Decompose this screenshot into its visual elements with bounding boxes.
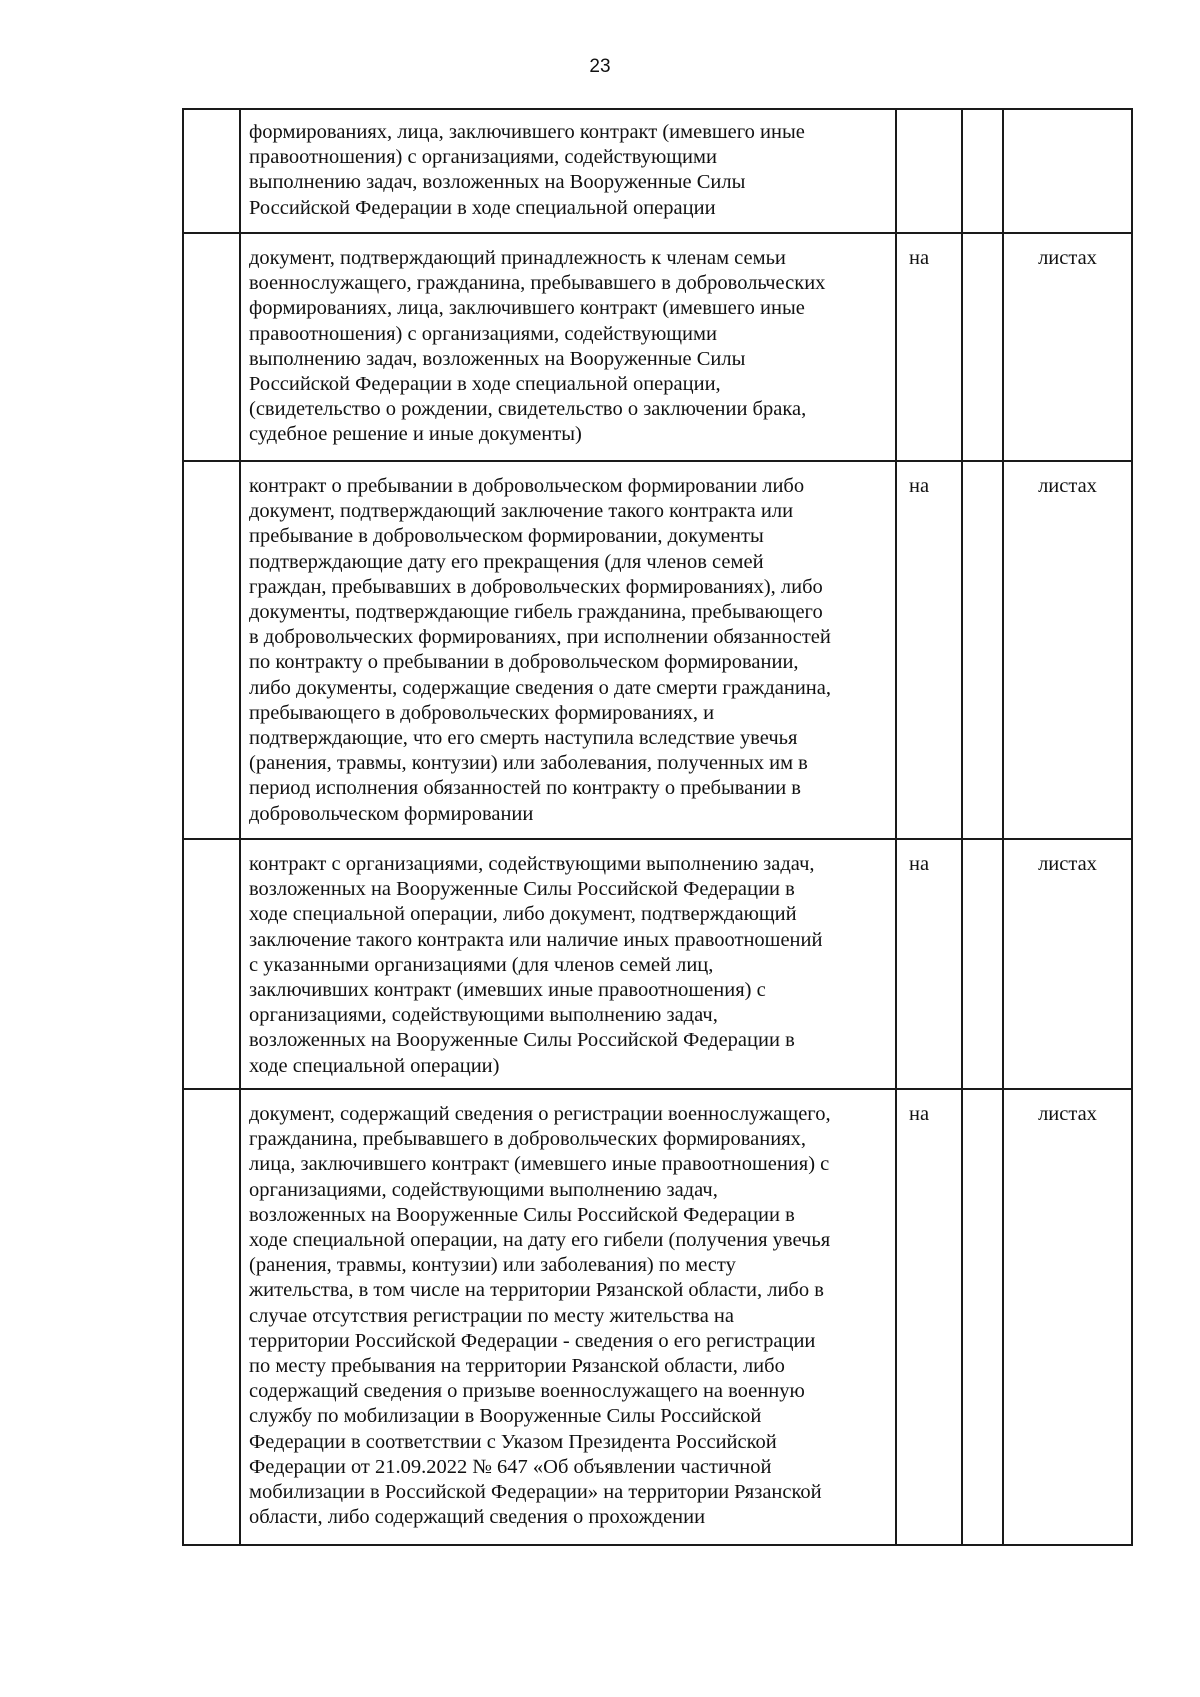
document-description-cell: [240, 461, 896, 839]
sheets-unit-cell: листах: [1003, 1089, 1132, 1545]
row-number-cell: [183, 109, 240, 233]
description-line: судебное решение и иные документы): [249, 423, 582, 446]
description-line: ходе специальной операции, либо документ, подтверждающий: [249, 903, 797, 926]
row-number-cell: [183, 233, 240, 461]
description-line: Федерации в соответствии с Указом Президента Российской: [249, 1430, 777, 1453]
description-line: лица, заключившего контракт (имевшего иные правоотношения) с: [249, 1153, 830, 1176]
document-description-cell: [240, 233, 896, 461]
description-line: военнослужащего, гражданина, пребывавшего в добровольческих: [249, 272, 826, 295]
description-line: организациями, содействующими выполнению задач,: [249, 1004, 718, 1027]
description-line: подтверждающие, что его смерть наступила вследствие увечья: [249, 727, 798, 750]
description-line: мобилизации в Российской Федерации» на территории Рязанской: [249, 1481, 822, 1504]
description-line: службу по мобилизации в Вооруженные Силы Российской: [249, 1405, 762, 1428]
description-line: документ, подтверждающий принадлежность к членам семьи: [249, 247, 786, 269]
description-line: (ранения, травмы, контузии) или заболевания) по месту: [249, 1254, 736, 1277]
sheets-unit-cell: [1003, 109, 1132, 233]
description-line: Федерации от 21.09.2022 № 647 «Об объявлении частичной: [249, 1455, 772, 1478]
na-cell: [896, 109, 962, 233]
description-line: (ранения, травмы, контузии) или заболевания, полученных им в: [249, 752, 808, 775]
row-number-cell: [183, 461, 240, 839]
table-row: [183, 109, 1132, 233]
description-line: контракт о пребывании в добровольческом формировании либо: [249, 475, 805, 497]
sheet-count-cell: [962, 233, 1003, 461]
description-line: документы, подтверждающие гибель гражданина, пребывающего: [249, 601, 823, 624]
documents-table: [182, 108, 1133, 1546]
description-line: формированиях, лица, заключившего контракт (имевшего иные: [249, 121, 805, 143]
description-line: с указанными организациями (для членов семей лиц,: [249, 953, 714, 976]
sheets-unit-cell: листах: [1003, 233, 1132, 461]
na-cell: на: [896, 233, 962, 461]
sheets-unit-cell: листах: [1003, 461, 1132, 839]
description-line: добровольческом формировании: [249, 802, 534, 825]
description-line: организациями, содействующими выполнению задач,: [249, 1178, 718, 1201]
row-number-cell: [183, 839, 240, 1089]
description-line: период исполнения обязанностей по контракту о пребывании в: [249, 777, 801, 800]
table-row: [183, 233, 1132, 461]
description-line: возложенных на Вооруженные Силы Российской Федерации в: [249, 878, 795, 901]
description-line: заключивших контракт (имевших иные правоотношения) с: [249, 979, 766, 1002]
description-line: правоотношения) с организациями, содействующими: [249, 146, 717, 169]
sheet-count-cell: [962, 1089, 1003, 1545]
description-line: гражданина, пребывавшего в добровольческих формированиях,: [249, 1128, 807, 1151]
sheet-count-cell: [962, 839, 1003, 1089]
description-line: по месту пребывания на территории Рязанской области, либо: [249, 1355, 785, 1378]
row-number-cell: [183, 1089, 240, 1545]
table-row: [183, 461, 1132, 839]
description-line: граждан, пребывавших в добровольческих формированиях), либо: [249, 575, 823, 598]
description-line: содержащий сведения о призыве военнослужащего на военную: [249, 1380, 805, 1403]
description-line: выполнению задач, возложенных на Вооруженные Силы: [249, 347, 746, 370]
document-description-cell: [240, 1089, 896, 1545]
description-line: контракт с организациями, содействующими выполнению задач,: [249, 853, 815, 875]
description-line: пребывание в добровольческом формировании, документы: [249, 525, 764, 548]
description-line: ходе специальной операции, на дату его гибели (получения увечья: [249, 1229, 831, 1252]
description-line: Российской Федерации в ходе специальной операции: [249, 196, 716, 219]
description-line: случае отсутствия регистрации по месту жительства на: [249, 1304, 734, 1327]
description-line: подтверждающие дату его прекращения (для членов семей: [249, 550, 764, 573]
sheet-count-cell: [962, 461, 1003, 839]
description-line: документ, содержащий сведения о регистрации военнослужащего,: [249, 1103, 831, 1125]
description-line: территории Российской Федерации - сведения о его регистрации: [249, 1329, 816, 1352]
description-line: либо документы, содержащие сведения о дате смерти гражданина,: [249, 676, 831, 699]
description-line: документ, подтверждающий заключение такого контракта или: [249, 500, 794, 523]
description-line: правоотношения) с организациями, содействующими: [249, 322, 717, 345]
sheets-unit-cell: листах: [1003, 839, 1132, 1089]
na-cell: на: [896, 461, 962, 839]
description-line: ходе специальной операции): [249, 1054, 500, 1077]
sheet-count-cell: [962, 109, 1003, 233]
description-line: в добровольческих формированиях, при исполнении обязанностей: [249, 626, 831, 649]
document-description-cell: [240, 839, 896, 1089]
na-cell: на: [896, 839, 962, 1089]
description-line: возложенных на Вооруженные Силы Российской Федерации в: [249, 1029, 795, 1052]
description-line: формированиях, лица, заключившего контракт (имевшего иные: [249, 297, 805, 320]
description-line: области, либо содержащий сведения о прохождении: [249, 1506, 706, 1529]
page-number: 23: [589, 56, 611, 77]
table-row: [183, 1089, 1132, 1545]
description-line: по контракту о пребывании в добровольческом формировании,: [249, 651, 799, 674]
description-line: пребывающего в добровольческих формированиях, и: [249, 701, 715, 724]
document-description-cell: [240, 109, 896, 233]
description-line: возложенных на Вооруженные Силы Российской Федерации в: [249, 1203, 795, 1226]
description-line: заключение такого контракта или наличие иных правоотношений: [249, 928, 823, 951]
description-line: Российской Федерации в ходе специальной операции,: [249, 373, 721, 396]
description-line: выполнению задач, возложенных на Вооруженные Силы: [249, 171, 746, 194]
description-line: жительства, в том числе на территории Рязанской области, либо в: [249, 1279, 824, 1302]
na-cell: на: [896, 1089, 962, 1545]
table-row: [183, 839, 1132, 1089]
description-line: (свидетельство о рождении, свидетельство о заключении брака,: [249, 398, 807, 421]
